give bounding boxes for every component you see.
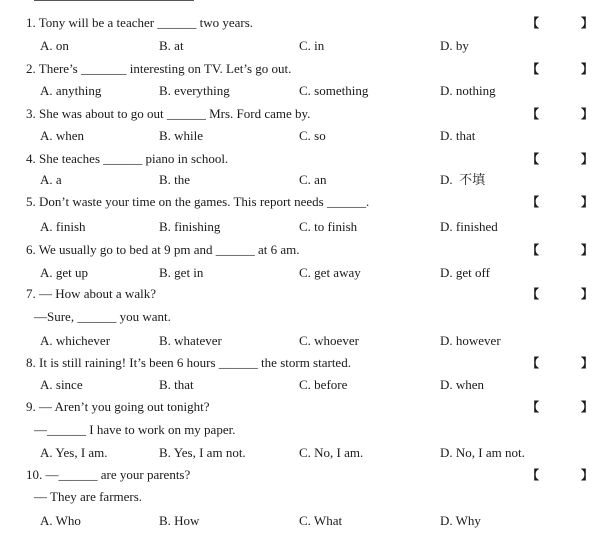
- option-b[interactable]: B. everything: [159, 83, 230, 98]
- option-b[interactable]: B. at: [159, 38, 184, 53]
- answer-bracket-close: 】: [581, 400, 594, 414]
- question-8: [0, 355, 603, 399]
- question-2: [0, 61, 603, 105]
- option-b[interactable]: B. How: [159, 513, 200, 528]
- option-a[interactable]: A. a: [40, 172, 62, 187]
- option-a[interactable]: A. anything: [40, 83, 102, 98]
- option-a[interactable]: A. on: [40, 38, 69, 53]
- answer-bracket-open: 【: [527, 287, 540, 301]
- question-stem: 9. — Aren’t you going out tonight?: [26, 399, 210, 414]
- option-c[interactable]: C. in: [299, 38, 325, 53]
- question-1: [0, 15, 603, 59]
- option-c[interactable]: C. get away: [299, 265, 361, 280]
- option-a[interactable]: A. since: [40, 377, 83, 392]
- answer-bracket-close: 】: [581, 356, 594, 370]
- option-d[interactable]: D. by: [440, 38, 469, 53]
- answer-bracket-open: 【: [527, 62, 540, 76]
- answer-bracket-open: 【: [527, 16, 540, 30]
- answer-bracket-open: 【: [527, 468, 540, 482]
- answer-bracket-open: 【: [527, 400, 540, 414]
- question-6: [0, 242, 603, 286]
- question-10: [0, 467, 603, 535]
- answer-bracket-open: 【: [527, 152, 540, 166]
- option-d[interactable]: D. 不填: [440, 172, 486, 187]
- question-stem: 3. She was about to go out ______ Mrs. Ford came by.: [26, 106, 311, 121]
- option-c[interactable]: C. before: [299, 377, 348, 392]
- answer-bracket-open: 【: [527, 195, 540, 209]
- option-c[interactable]: C. an: [299, 172, 327, 187]
- dialogue-line: —______ I have to work on my paper.: [34, 422, 236, 437]
- option-b[interactable]: B. finishing: [159, 219, 221, 234]
- option-d[interactable]: D. nothing: [440, 83, 496, 98]
- option-c[interactable]: C. so: [299, 128, 326, 143]
- option-b[interactable]: B. Yes, I am not.: [159, 445, 246, 460]
- option-a[interactable]: A. when: [40, 128, 85, 143]
- question-stem: 7. — How about a walk?: [26, 286, 156, 301]
- option-d[interactable]: D. however: [440, 333, 501, 348]
- option-d[interactable]: D. No, I am not.: [440, 445, 525, 460]
- option-a[interactable]: A. Yes, I am.: [40, 445, 108, 460]
- dialogue-line: —Sure, ______ you want.: [34, 309, 171, 324]
- option-a[interactable]: A. whichever: [40, 333, 111, 348]
- option-c[interactable]: C. something: [299, 83, 369, 98]
- option-c[interactable]: C. No, I am.: [299, 445, 364, 460]
- option-b[interactable]: B. get in: [159, 265, 204, 280]
- option-d[interactable]: D. get off: [440, 265, 490, 280]
- question-9: [0, 399, 603, 467]
- question-stem: 2. There’s _______ interesting on TV. Let’s go out.: [26, 61, 292, 76]
- answer-bracket-close: 】: [581, 152, 594, 166]
- answer-bracket-close: 】: [581, 468, 594, 482]
- question-stem: 8. It is still raining! It’s been 6 hours ______ the storm started.: [26, 355, 351, 370]
- option-a[interactable]: A. finish: [40, 219, 86, 234]
- option-a[interactable]: A. Who: [40, 513, 81, 528]
- option-b[interactable]: B. while: [159, 128, 204, 143]
- option-d[interactable]: D. that: [440, 128, 476, 143]
- option-a[interactable]: A. get up: [40, 265, 89, 280]
- option-b[interactable]: B. whatever: [159, 333, 222, 348]
- question-5: [0, 194, 603, 238]
- question-stem: 5. Don’t waste your time on the games. This report needs ______.: [26, 194, 370, 209]
- option-d[interactable]: D. Why: [440, 513, 481, 528]
- dialogue-line: — They are farmers.: [34, 489, 143, 504]
- question-7: [0, 286, 603, 354]
- option-b[interactable]: B. that: [159, 377, 194, 392]
- answer-bracket-close: 】: [581, 107, 594, 121]
- option-c[interactable]: C. What: [299, 513, 343, 528]
- answer-bracket-close: 】: [581, 287, 594, 301]
- question-stem: 10. —______ are your parents?: [26, 467, 191, 482]
- question-stem: 4. She teaches ______ piano in school.: [26, 151, 229, 166]
- option-c[interactable]: C. whoever: [299, 333, 359, 348]
- question-stem: 6. We usually go to bed at 9 pm and ______ at 6 am.: [26, 242, 300, 257]
- option-b[interactable]: B. the: [159, 172, 191, 187]
- header-rule: [34, 0, 194, 1]
- option-d[interactable]: D. when: [440, 377, 485, 392]
- option-d[interactable]: D. finished: [440, 219, 498, 234]
- answer-bracket-open: 【: [527, 356, 540, 370]
- question-3: [0, 106, 603, 150]
- answer-bracket-close: 】: [581, 62, 594, 76]
- answer-bracket-close: 】: [581, 16, 594, 30]
- answer-bracket-open: 【: [527, 107, 540, 121]
- answer-bracket-close: 】: [581, 243, 594, 257]
- answer-bracket-close: 】: [581, 195, 594, 209]
- question-stem: 1. Tony will be a teacher ______ two years.: [26, 15, 254, 30]
- option-c[interactable]: C. to finish: [299, 219, 358, 234]
- question-4: [0, 151, 603, 195]
- answer-bracket-open: 【: [527, 243, 540, 257]
